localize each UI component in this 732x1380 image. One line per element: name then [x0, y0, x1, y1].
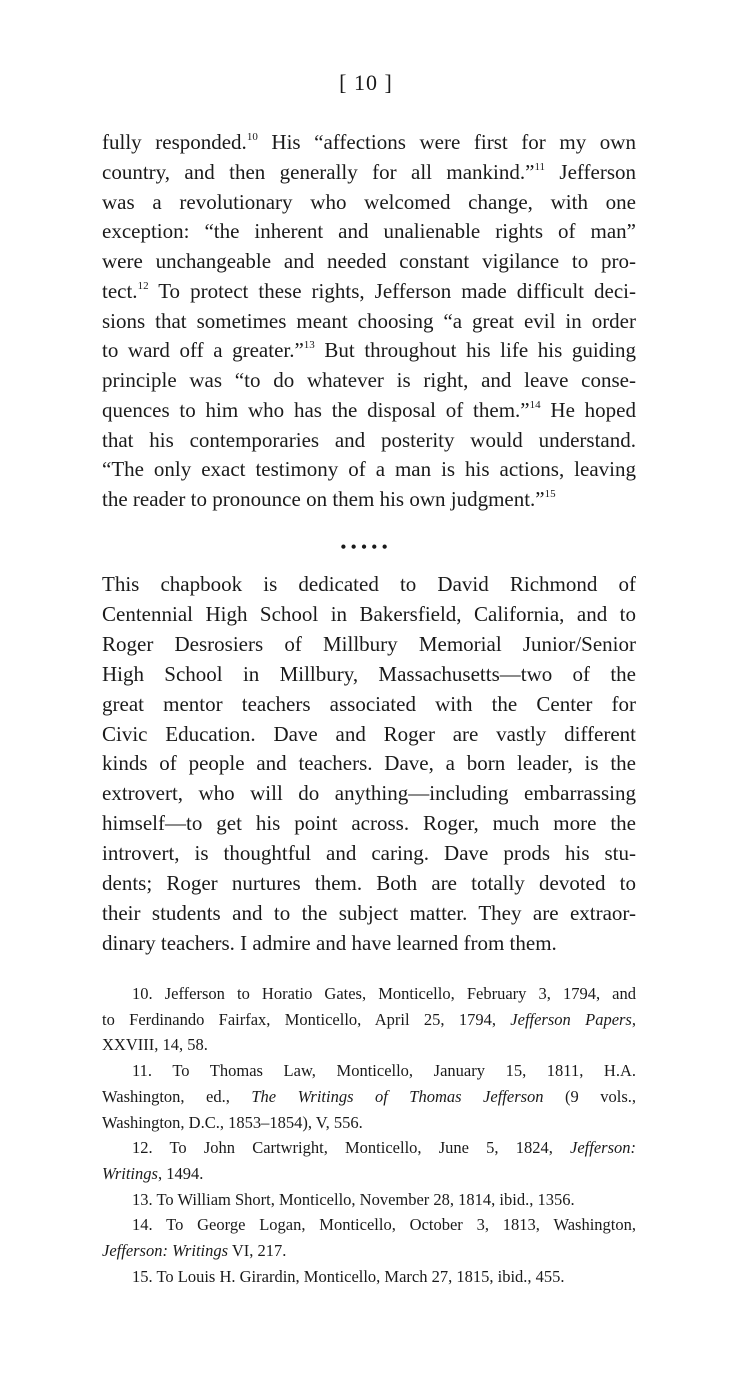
footnote — [102, 1058, 636, 1135]
text-run: He hoped — [540, 397, 637, 422]
footnote-title: Jefferson: Writings — [102, 1241, 229, 1261]
footnote-text: Washington, ed., — [102, 1086, 252, 1106]
text-run: But throughout his life his guiding — [314, 338, 637, 363]
footnote-line — [102, 981, 636, 1007]
footnote-line — [102, 1187, 636, 1213]
footnote-title: Jefferson Papers — [510, 1009, 632, 1029]
footnotes — [102, 981, 636, 1289]
text-line — [102, 455, 636, 485]
footnote-line — [102, 1238, 636, 1264]
text-run: that his contemporaries and posterity would understand. — [102, 427, 636, 452]
text-run: was a revolutionary who welcomed change, with one — [102, 189, 636, 214]
text-line: kinds of people and teachers. Dave, a born leader, is the — [102, 751, 636, 776]
footnote-text: to Ferdinando Fairfax, Monticello, April 25, 1794, — [102, 1009, 511, 1029]
text-run: exception: “the inherent and unalienable rights of man” — [102, 219, 636, 244]
text-line: High School in Millbury, Massachusetts—two of the — [102, 661, 636, 686]
text-line: extrovert, who will do anything—including embarrassing — [102, 781, 636, 806]
text-line: Centennial High School in Bakersfield, California, and to — [102, 601, 636, 626]
footnote-reference: 13 — [303, 339, 315, 352]
text-line — [102, 485, 636, 515]
footnote-line — [102, 1058, 636, 1084]
footnote-reference: 10 — [246, 131, 258, 143]
footnote-text: , 1494. — [157, 1163, 204, 1183]
text-run: To protect these rights, Jefferson made difficult deci- — [148, 278, 636, 303]
footnote-title: The Writings of Thomas Jefferson — [251, 1086, 544, 1106]
footnote-line — [102, 1084, 636, 1110]
text-line — [102, 158, 636, 188]
text-line — [102, 247, 636, 277]
footnote-text: , — [631, 1009, 636, 1029]
footnote-title: Writings — [102, 1163, 158, 1183]
footnote-text: Washington, D.C., 1853–1854), V, 556. — [102, 1112, 363, 1132]
footnote-title: Jefferson: — [570, 1138, 636, 1158]
footnote-text: XXVIII, 14, 58. — [102, 1035, 208, 1055]
text-line — [102, 426, 636, 456]
text-line: dents; Roger nurtures them. Both are totally devoted to — [102, 871, 636, 896]
text-run: were unchangeable and needed constant vigilance to pro- — [102, 249, 636, 273]
text-run: “The only exact testimony of a man is his actions, leaving — [102, 457, 636, 482]
text-line — [102, 396, 636, 426]
footnote-line — [102, 1007, 636, 1033]
footnote-text: 12. To John Cartwright, Monticello, June 5, 1824, — [132, 1138, 571, 1158]
page-number: [ 10 ] — [339, 70, 393, 95]
text-line: their students and to the subject matter. They are extraor- — [102, 900, 636, 925]
text-line: dinary teachers. I admire and have learned from them. — [102, 930, 557, 955]
text-run: fully responded. — [102, 130, 247, 154]
footnote-text: 11. To Thomas Law, Monticello, January 15, 1811, H.A. — [132, 1061, 636, 1081]
text-line — [102, 217, 636, 247]
footnote-reference: 15 — [544, 488, 556, 500]
text-line — [102, 307, 636, 337]
footnote-line — [102, 1032, 636, 1058]
footnote-reference: 14 — [529, 398, 541, 411]
footnote-text: VI, 217. — [228, 1241, 287, 1261]
text-line: introvert, is thoughtful and caring. Dave prods his stu- — [102, 841, 636, 866]
text-run: principle was “to do whatever is right, and leave conse- — [102, 368, 636, 392]
footnote-reference: 11 — [534, 160, 546, 173]
text-line — [102, 366, 636, 396]
text-run: to ward off a greater.” — [102, 338, 304, 363]
text-line — [102, 277, 636, 307]
text-line: This chapbook is dedicated to David Richmond of — [102, 572, 636, 596]
footnote — [102, 1264, 636, 1290]
footnote-text: 13. To William Short, Monticello, November 28, 1814, ibid., 1356. — [132, 1189, 575, 1209]
footnote — [102, 1187, 636, 1213]
text-line — [102, 336, 636, 366]
footnote-line — [102, 1135, 636, 1161]
text-run: sions that sometimes meant choosing “a great evil in order — [102, 308, 636, 333]
footnote-text: (9 vols., — [543, 1086, 637, 1106]
footnote-line — [102, 1212, 636, 1238]
section-separator: ••••• — [340, 537, 392, 557]
footnote — [102, 981, 636, 1058]
footnote-text: 14. To George Logan, Monticello, October 3, 1813, Washington, — [132, 1215, 636, 1235]
text-run: His “affections were first for my own — [257, 130, 636, 154]
footnote-line — [102, 1110, 636, 1136]
text-line: Civic Education. Dave and Roger are vastly different — [102, 721, 636, 746]
text-run: tect. — [102, 278, 138, 303]
text-line — [102, 128, 636, 158]
footnote-line — [102, 1161, 636, 1187]
body-paragraph-2 — [102, 570, 636, 959]
footnote-text: 15. To Louis H. Girardin, Monticello, March 27, 1815, ibid., 455. — [132, 1266, 565, 1286]
footnote — [102, 1212, 636, 1263]
footnote-text: 10. Jefferson to Horatio Gates, Monticello, February 3, 1794, and — [132, 984, 636, 1003]
footnote-line — [102, 1264, 636, 1290]
text-line — [102, 188, 636, 218]
text-run: quences to him who has the disposal of them.” — [102, 397, 530, 422]
text-run: Jefferson — [545, 159, 636, 184]
text-line: himself—to get his point across. Roger, much more the — [102, 811, 636, 836]
text-run: the reader to pronounce on them his own judgment.” — [102, 487, 545, 511]
footnote-reference: 12 — [137, 279, 149, 292]
text-run: country, and then generally for all mankind.” — [102, 159, 535, 184]
body-paragraph-1 — [102, 128, 636, 515]
text-line: great mentor teachers associated with the Center for — [102, 691, 636, 716]
footnote — [102, 1135, 636, 1186]
text-line: Roger Desrosiers of Millbury Memorial Junior/Senior — [102, 631, 636, 656]
